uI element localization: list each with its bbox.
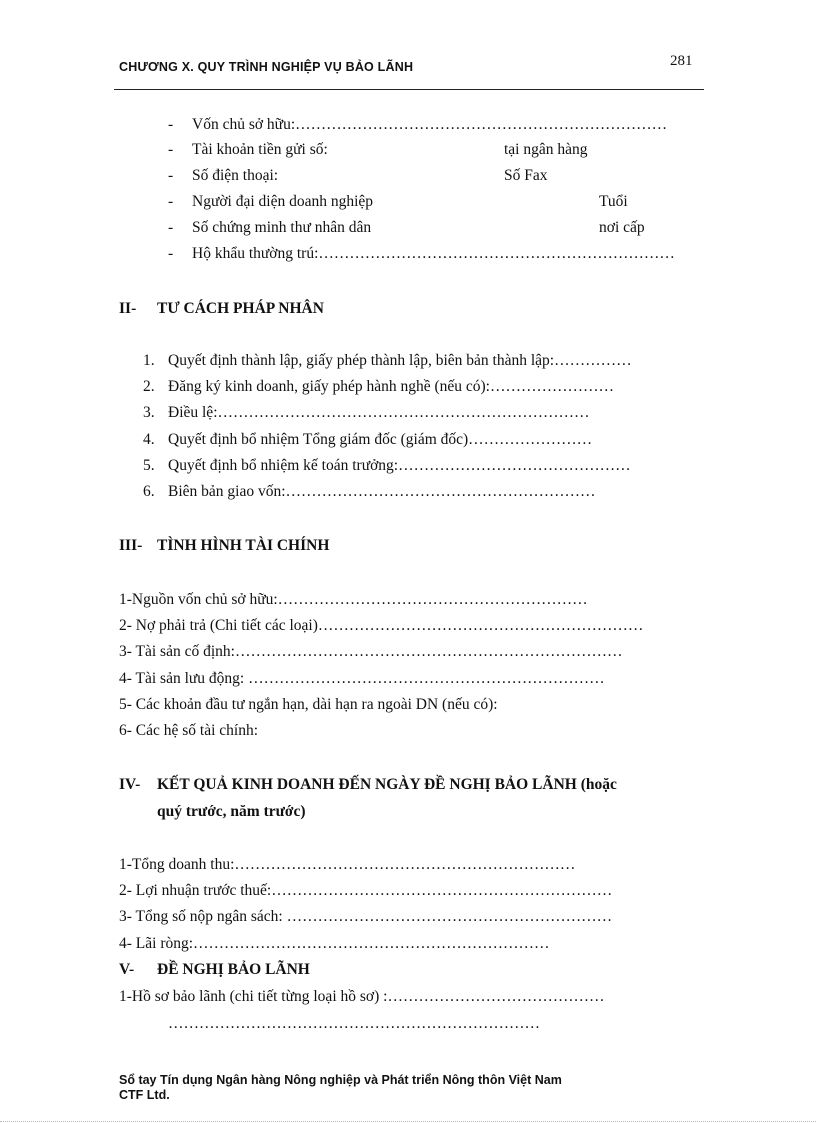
bullet-dash: - <box>168 116 174 133</box>
section-number: III- <box>119 537 143 554</box>
item-number: 3. <box>143 404 155 421</box>
footer-publication: Sổ tay Tín dụng Ngân hàng Nông nghiệp và Phát triển Nông thôn Việt Nam <box>119 1073 562 1087</box>
item-number: 2. <box>143 378 155 395</box>
item-text-secondary: Tuổi <box>599 193 628 210</box>
bottom-divider <box>0 1121 816 1122</box>
list-item: 2- Lợi nhuận trước thuế:………………………………………………………… <box>119 882 613 899</box>
item-number: 5. <box>143 457 155 474</box>
list-item: 2- Nợ phải trả (Chi tiết các loại)……………………………………………………… <box>119 617 644 634</box>
item-text-secondary: nơi cấp <box>599 219 645 236</box>
item-text: Quyết định bổ nhiệm Tổng giám đốc (giám đốc)…………………… <box>168 431 593 448</box>
list-item: 1-Hồ sơ bảo lãnh (chi tiết từng loại hồ sơ) :…………………………………… <box>119 988 605 1005</box>
item-text-secondary: tại ngân hàng <box>504 141 588 158</box>
list-item: 5- Các khoản đầu tư ngắn hạn, dài hạn ra ngoài DN (nếu có): <box>119 696 498 713</box>
bullet-dash: - <box>168 167 174 184</box>
section-heading-business-results <box>119 775 719 795</box>
item-text: Đăng ký kinh doanh, giấy phép hành nghề (nếu có):…………………… <box>168 378 614 395</box>
section-heading-legal-status <box>119 299 619 319</box>
chapter-title: CHƯƠNG X. QUY TRÌNH NGHIỆP VỤ BẢO LÃNH <box>119 60 414 74</box>
section-title: ĐỀ NGHỊ BẢO LÃNH <box>157 961 310 978</box>
bullet-dash: - <box>168 141 174 158</box>
list-item: 4- Tài sản lưu động: …………………………………………………………… <box>119 670 605 687</box>
item-number: 6. <box>143 483 155 500</box>
item-text: Hộ khẩu thường trú:…………………………………………………………… <box>192 245 675 262</box>
bullet-dash: - <box>168 193 174 210</box>
bullet-dash: - <box>168 219 174 236</box>
section-number: V- <box>119 961 135 978</box>
item-number: 4. <box>143 431 155 448</box>
item-text: Điều lệ:……………………………………………………………… <box>168 404 590 421</box>
page-footer <box>119 1073 562 1103</box>
item-text: Quyết định bổ nhiệm kế toán trưởng:……………………………………… <box>168 457 631 474</box>
section-title: TƯ CÁCH PHÁP NHÂN <box>157 300 324 317</box>
item-text: Số điện thoại: <box>192 167 279 184</box>
footer-company: CTF Ltd. <box>119 1088 170 1102</box>
list-item-continuation: ……………………………………………………………… <box>168 1015 540 1032</box>
section-number: II- <box>119 300 137 317</box>
item-text: Tài khoản tiền gửi số: <box>192 141 328 158</box>
list-item: 6- Các hệ số tài chính: <box>119 722 259 739</box>
list-item: 3- Tổng số nộp ngân sách: ……………………………………………………… <box>119 908 613 925</box>
section-number: IV- <box>119 776 141 793</box>
section-title-continued: quý trước, năm trước) <box>157 803 306 820</box>
list-item: 1-Tổng doanh thu:………………………………………………………… <box>119 856 576 873</box>
item-number: 1. <box>143 352 155 369</box>
item-text: Số chứng minh thư nhân dân <box>192 219 372 236</box>
bullet-dash: - <box>168 245 174 262</box>
list-item: 1-Nguồn vốn chủ sở hữu:…………………………………………………… <box>119 591 588 608</box>
item-text: Biên bản giao vốn:…………………………………………………… <box>168 483 596 500</box>
item-text: Vốn chủ sở hữu:……………………………………………………………… <box>192 116 668 133</box>
header-divider <box>114 89 704 90</box>
list-item: 3- Tài sản cố định:………………………………………………………………… <box>119 643 623 660</box>
item-text: Quyết định thành lập, giấy phép thành lập, biên bản thành lập:…………… <box>168 352 632 369</box>
section-heading-financial-status <box>119 536 619 556</box>
section-title: TÌNH HÌNH TÀI CHÍNH <box>157 537 330 554</box>
list-item: 4- Lãi ròng:…………………………………………………………… <box>119 935 550 952</box>
section-title: KẾT QUẢ KINH DOANH ĐẾN NGÀY ĐỀ NGHỊ BẢO LÃNH (hoặc <box>157 776 617 793</box>
item-text-secondary: Số Fax <box>504 167 548 184</box>
section-heading-guarantee-request <box>119 960 619 980</box>
item-text: Người đại diện doanh nghiệp <box>192 193 374 210</box>
page-number: 281 <box>670 53 693 69</box>
